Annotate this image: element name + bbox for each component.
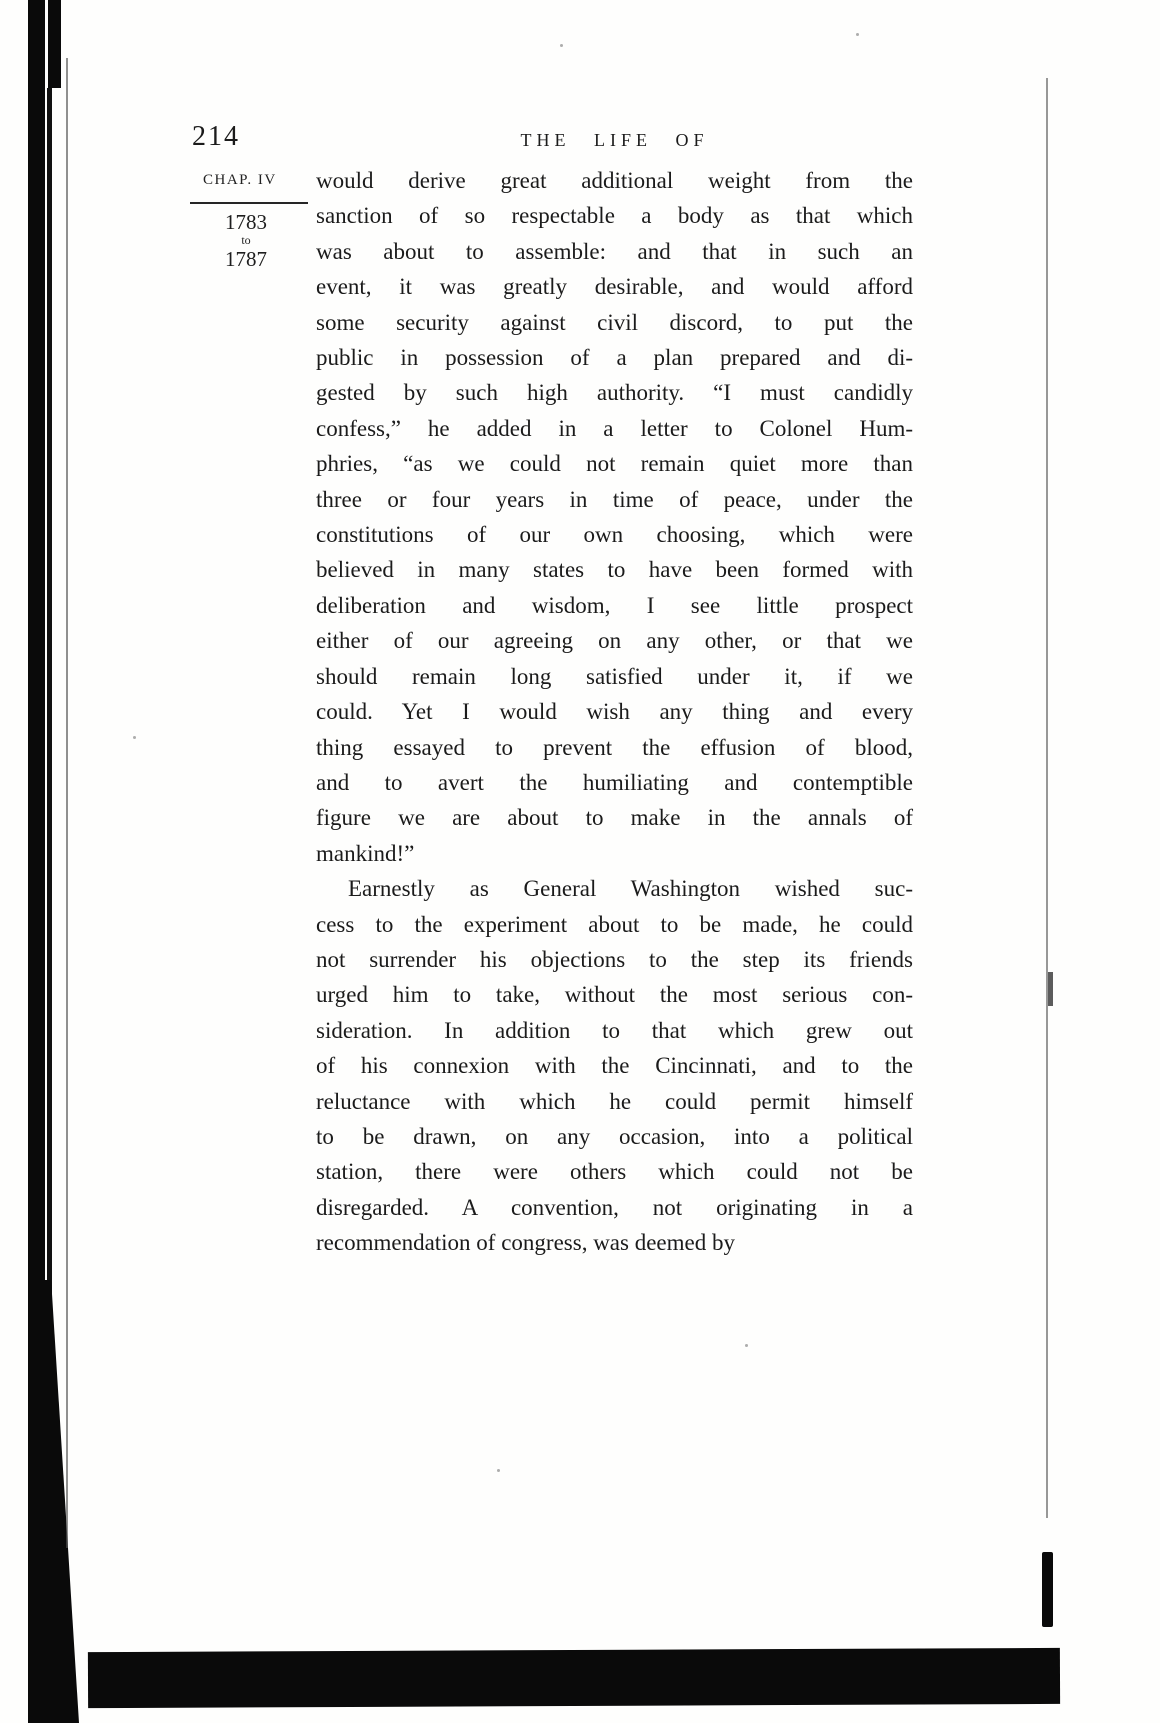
scan-artifact-left-bar (48, 0, 61, 88)
paragraph (316, 163, 913, 871)
date-end: 1787 (225, 247, 267, 271)
text-line: some security against civil discord, to put the (316, 309, 913, 335)
text-line: should remain long satisfied under it, if we (316, 663, 913, 689)
text-line: mankind!” (316, 840, 415, 866)
date-to: to (241, 233, 251, 247)
text-line: urged him to take, without the most serious con- (316, 982, 913, 1008)
scan-speck (745, 1344, 748, 1347)
text-line: and to avert the humiliating and contemptible (316, 769, 913, 795)
scan-artifact-bottom-bar (88, 1648, 1060, 1708)
scan-artifact-right-line (1046, 78, 1048, 1518)
scan-artifact-left-bar (28, 0, 45, 1723)
text-line: thing essayed to prevent the effusion of blood, (316, 734, 913, 760)
scan-speck (856, 33, 859, 36)
scan-artifact-left-line (66, 58, 68, 1548)
text-line: deliberation and wisdom, I see little prospect (316, 592, 913, 618)
text-line: figure we are about to make in the annals of (316, 805, 913, 831)
text-line: phries, “as we could not remain quiet more than (316, 451, 913, 477)
text-line: either of our agreeing on any other, or that we (316, 628, 913, 654)
text-line: to be drawn, on any occasion, into a political (316, 1123, 913, 1149)
chapter-label: CHAP. IV (203, 172, 277, 188)
scan-speck (133, 736, 136, 739)
text-line: constitutions of our own choosing, which were (316, 522, 913, 548)
text-line: believed in many states to have been formed with (316, 557, 913, 583)
text-line: recommendation of congress, was deemed by (316, 1230, 735, 1256)
text-line: cess to the experiment about to be made, he could (316, 911, 913, 937)
scan-artifact-left-wedge (45, 1280, 79, 1723)
text-line: of his connexion with the Cincinnati, and to the (316, 1053, 913, 1079)
date-start: 1783 (225, 210, 267, 234)
text-line: was about to assemble: and that in such an (316, 238, 913, 264)
text-line: disregarded. A convention, not originating in a (316, 1194, 913, 1220)
paragraph (316, 871, 913, 1260)
text-line: sanction of so respectable a body as that which (316, 203, 913, 229)
text-line: sideration. In addition to that which grew out (316, 1017, 913, 1043)
text-line: event, it was greatly desirable, and would afford (316, 274, 913, 300)
text-line: public in possession of a plan prepared and di- (316, 345, 913, 371)
text-line: reluctance with which he could permit himself (316, 1088, 913, 1114)
text-line: station, there were others which could not be (316, 1159, 913, 1185)
chapter-rule (190, 202, 308, 204)
scan-speck (497, 1469, 500, 1472)
text-line: could. Yet I would wish any thing and every (316, 699, 913, 725)
scan-artifact-right-mark (1048, 972, 1053, 1006)
scan-artifact-right-blob (1042, 1552, 1053, 1627)
text-line: three or four years in time of peace, under the (316, 486, 913, 512)
text-line: Earnestly as General Washington wished suc- (348, 876, 913, 902)
text-line: not surrender his objections to the step its friends (316, 946, 913, 972)
text-line: would derive great additional weight from the (316, 168, 913, 193)
body-text (316, 163, 913, 1261)
page-number: 214 (192, 121, 240, 152)
text-line: gested by such high authority. “I must candidly (316, 380, 913, 406)
running-header: THE LIFE OF (520, 130, 709, 150)
scan-speck (560, 44, 563, 47)
margin-dates (200, 209, 292, 272)
text-line: confess,” he added in a letter to Colonel Hum- (316, 415, 913, 441)
